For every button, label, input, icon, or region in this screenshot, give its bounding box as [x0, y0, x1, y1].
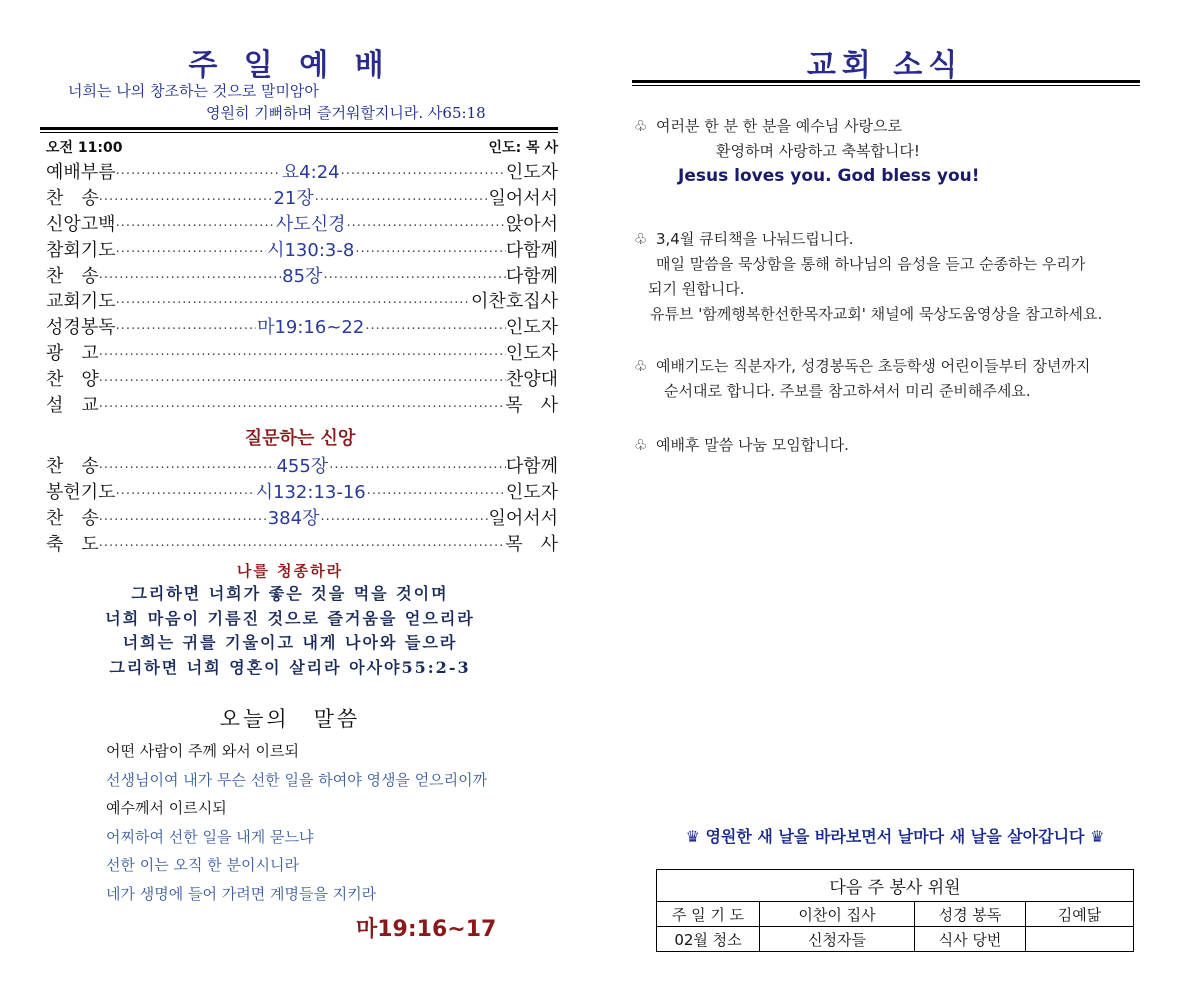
scripture-line: 어찌하여 선한 일을 내게 묻느냐: [106, 827, 314, 846]
order-row: 찬 송 ····· 384장 ····· 일어서서: [46, 506, 558, 532]
order-row: 설 교 ····· 목 사: [46, 393, 558, 419]
clover-icon: ♧: [634, 357, 648, 375]
order-row: 찬 송 ····· 85장 ····· 다함께: [46, 264, 558, 290]
closing-order: [46, 454, 558, 558]
scripture-line: 어떤 사람이 주께 와서 이르되: [106, 742, 299, 760]
order-row: 교회기도 ····· 이찬호집사: [46, 289, 558, 315]
opening-verse-line-1: 너희는 나의 창조하는 것으로 말미암아: [68, 82, 319, 100]
clover-icon: ♧: [634, 117, 648, 135]
scripture-line: 선한 이는 오직 한 분이시니라: [106, 856, 299, 875]
news-item: ♧ 3,4월 큐티책을 나눠드립니다. 매일 말씀을 묵상함을 통해 하나님의 음성을 듣고 순종하는 우리가 되기 원합니다. 유튜브 '함께행복한선한목자교회' 채널에 묵상도움영상을 참고하세요.: [634, 227, 1154, 327]
divider: [632, 80, 1140, 86]
responsive-line: 너희는 귀를 기울이고 내게 나아와 들으라: [122, 633, 458, 652]
order-row: 성경봉독 ····· 마19:16~22 ····· 인도자: [46, 315, 558, 341]
order-row: 찬 송 ····· 455장 ····· 다함께: [46, 454, 558, 480]
sermon-title: 질문하는 신앙: [244, 428, 356, 449]
order-of-worship: [46, 160, 558, 419]
news-item: ♧ 예배기도는 직분자가, 성경봉독은 초등학생 어린이들부터 장년까지 순서대로 합니다. 주보를 참고하셔서 미리 준비해주세요.: [634, 354, 1154, 404]
worship-title: 주 일 예 배: [188, 48, 392, 83]
opening-verse-line-2: 영원히 기뻐하며 즐거워할지니라. 사65:18: [206, 104, 486, 122]
divider: [40, 127, 558, 133]
service-team-table: [656, 869, 1134, 952]
church-motto: ♛ 영원한 새 날을 바라보면서 날마다 새 날을 살아갑니다 ♛: [685, 827, 1105, 846]
service-time-row: [46, 137, 558, 157]
order-row: 찬 양 ····· 찬양대: [46, 367, 558, 393]
service-time: 오전 11:00: [46, 140, 123, 156]
news-item: ♧ 예배후 말씀 나눔 모임합니다.: [634, 433, 1154, 458]
table-row: 02월 청소 신청자들 식사 당번: [657, 927, 1134, 952]
responsive-line: 너희 마음이 기름진 것으로 즐거움을 얻으리라: [105, 608, 475, 628]
order-row: 예배부름 ····· 요4:24 ····· 인도자: [46, 160, 558, 186]
scripture-line: 네가 생명에 들어 가려면 계명들을 지키라: [106, 884, 377, 903]
scripture-reference: 마19:16~17: [356, 917, 497, 942]
order-row: 광 고 ····· 인도자: [46, 341, 558, 367]
order-row: 축 도 ····· 목 사: [46, 532, 558, 558]
order-row: 신앙고백 ····· 사도신경 ····· 앉아서: [46, 212, 558, 238]
responsive-line: 그리하면 너희 영혼이 살리라 아사야55:2-3: [109, 657, 471, 677]
todays-word: [106, 737, 487, 909]
responsive-line: 그리하면 너희가 좋은 것을 먹을 것이며: [131, 584, 449, 603]
responsive-title: 나를 청종하라: [236, 562, 344, 580]
scripture-line: 선생님이여 내가 무슨 선한 일을 하여야 영생을 얻으리이까: [106, 770, 488, 789]
news-item: ♧ 여러분 한 분 한 분을 예수님 사랑으로 환영하며 사랑하고 축복합니다! Jesus loves you. God bless you!: [634, 114, 1154, 189]
order-row: 찬 송 ····· 21장 ····· 일어서서: [46, 186, 558, 212]
service-team-title: 다음 주 봉사 위원: [657, 870, 1134, 902]
table-row: 주 일 기 도 이찬이 집사 성경 봉독 김예닮: [657, 902, 1134, 927]
church-news-title: 교회 소식: [806, 48, 964, 83]
scripture-line: 예수께서 이르시되: [106, 799, 227, 818]
service-leader: 인도: 목 사: [488, 140, 558, 156]
jesus-loves-you: Jesus loves you. God bless you!: [678, 166, 980, 186]
order-row: 봉헌기도 ····· 시132:13-16 ····· 인도자: [46, 480, 558, 506]
order-row: 참회기도 ····· 시130:3-8 ····· 다함께: [46, 238, 558, 264]
responsive-reading: [40, 560, 540, 680]
clover-icon: ♧: [634, 436, 648, 454]
todays-word-title: 오늘의 말씀: [219, 707, 361, 731]
clover-icon: ♧: [634, 230, 648, 248]
